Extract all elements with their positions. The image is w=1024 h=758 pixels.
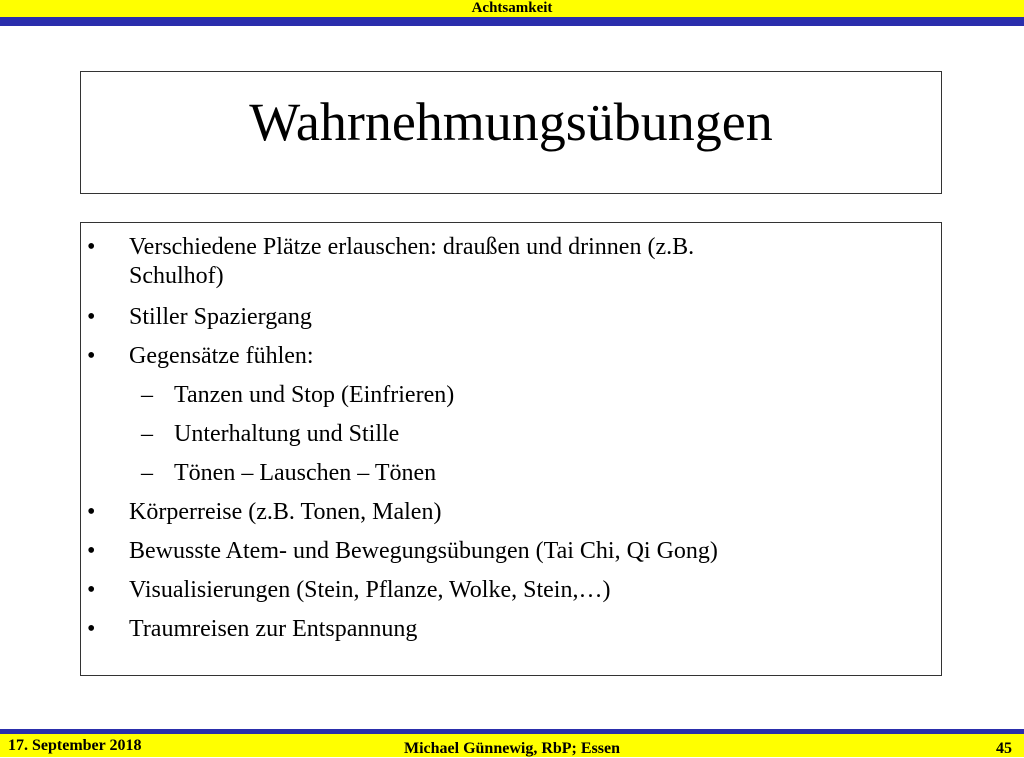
bullet-marker: • [87,499,96,525]
sub-list-item: Tanzen und Stop (Einfrieren) [174,382,455,408]
list-item: Traumreisen zur Entspannung [129,616,418,642]
footer-date: 17. September 2018 [8,737,142,754]
title-box [80,71,942,194]
list-item: Schulhof) [129,263,224,289]
header-stripe [0,17,1024,26]
sub-bullet-marker: – [141,460,153,486]
bullet-marker: • [87,343,96,369]
list-item: Bewusste Atem- und Bewegungsübungen (Tai Chi, Qi Gong) [129,538,718,564]
bullet-marker: • [87,304,96,330]
list-item: Körperreise (z.B. Tonen, Malen) [129,499,442,525]
list-item: Stiller Spaziergang [129,304,312,330]
sub-bullet-marker: – [141,382,153,408]
header-title: Achtsamkeit [471,0,553,16]
content-box [80,222,942,676]
sub-list-item: Tönen – Lauschen – Tönen [174,460,437,486]
bullet-marker: • [87,577,96,603]
list-item: Visualisierungen (Stein, Pflanze, Wolke, Stein,…) [129,577,611,603]
slide-title: Wahrnehmungsübungen [249,92,773,152]
bullet-marker: • [87,234,96,260]
bullet-marker: • [87,538,96,564]
list-item: Verschiedene Plätze erlauschen: draußen und drinnen (z.B. [129,234,695,260]
sub-bullet-marker: – [141,421,153,447]
footer-author: Michael Günnewig, RbP; Essen [403,740,620,757]
sub-list-item: Unterhaltung und Stille [174,421,400,447]
page-number: 45 [996,740,1012,757]
list-item: Gegensätze fühlen: [129,343,314,369]
bullet-marker: • [87,616,96,642]
